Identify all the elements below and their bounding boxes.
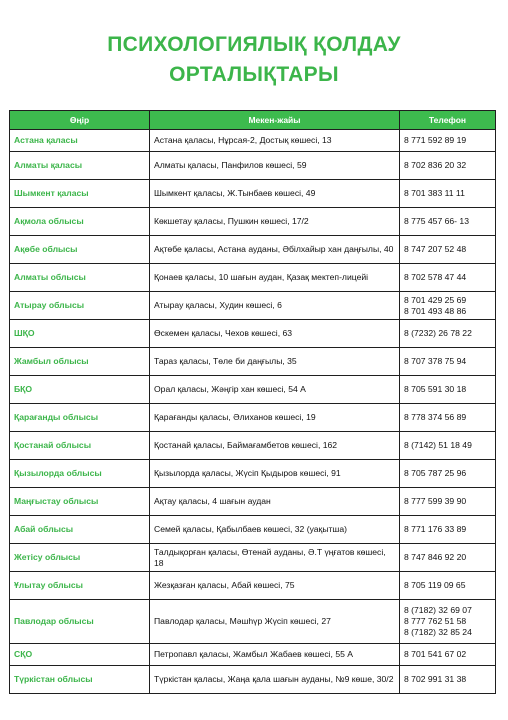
address-cell: Қостанай қаласы, Баймағамбетов көшесі, 162 [150,432,400,460]
region-cell: Шымкент қаласы [10,180,150,208]
region-cell: Маңғыстау облысы [10,488,150,516]
phone-cell: 8 775 457 66- 13 [400,208,496,236]
address-cell: Алматы қаласы, Панфилов көшесі, 59 [150,152,400,180]
region-cell: Атырау облысы [10,292,150,320]
table-row [10,130,496,152]
table-row [10,208,496,236]
address-cell: Түркістан қаласы, Жаңа қала шағын ауданы, №9 көше, 30/2 [150,666,400,694]
address-cell: Ақтау қаласы, 4 шағын аудан [150,488,400,516]
region-cell: Қарағанды облысы [10,404,150,432]
table-row [10,544,496,572]
address-cell: Семей қаласы, Қабылбаев көшесі, 32 (уақытша) [150,516,400,544]
table-row [10,348,496,376]
phone-cell: 8 747 846 92 20 [400,544,496,572]
header-region: Өңір [10,111,150,130]
table-row [10,572,496,600]
address-cell: Талдықорған қаласы, Өтенай ауданы, Ә.Т үңғатов көшесі, 18 [150,544,400,572]
address-cell: Шымкент қаласы, Ж.Тынбаев көшесі, 49 [150,180,400,208]
phone-cell: 8 778 374 56 89 [400,404,496,432]
table-row [10,516,496,544]
table-row [10,404,496,432]
phone-cell: 8 771 176 33 89 [400,516,496,544]
table-row [10,600,496,644]
region-cell: Қостанай облысы [10,432,150,460]
address-cell: Көкшетау қаласы, Пушкин көшесі, 17/2 [150,208,400,236]
table-row [10,180,496,208]
table-row [10,488,496,516]
phone-cell: 8 771 592 89 19 [400,130,496,152]
phone-cell: 8 702 991 31 38 [400,666,496,694]
region-cell: ШҚО [10,320,150,348]
region-cell: Түркістан облысы [10,666,150,694]
region-cell: Алматы облысы [10,264,150,292]
region-cell: Астана қаласы [10,130,150,152]
address-cell: Қонаев қаласы, 10 шағын аудан, Қазақ мектеп-лицейі [150,264,400,292]
phone-cell: 8 701 383 11 11 [400,180,496,208]
address-cell: Өскемен қаласы, Чехов көшесі, 63 [150,320,400,348]
phone-cell: 8 701 541 67 02 [400,644,496,666]
phone-cell: 8 705 119 09 65 [400,572,496,600]
page-title-line-1: ПСИХОЛОГИЯЛЫҚ ҚОЛДАУ [107,33,401,56]
phone-cell: 8 701 429 25 69 8 701 493 48 86 [400,292,496,320]
region-cell: Жамбыл облысы [10,348,150,376]
region-cell: БҚО [10,376,150,404]
address-cell: Қарағанды қаласы, Әлиханов көшесі, 19 [150,404,400,432]
phone-cell: 8 777 599 39 90 [400,488,496,516]
address-cell: Атырау қаласы, Худин көшесі, 6 [150,292,400,320]
page-title-line-2: ОРТАЛЫҚТАРЫ [169,63,339,86]
phone-cell: 8 707 378 75 94 [400,348,496,376]
table-row [10,432,496,460]
region-cell: Павлодар облысы [10,600,150,644]
address-cell: Павлодар қаласы, Мәшһүр Жүсіп көшесі, 27 [150,600,400,644]
table-header-row [10,111,496,130]
address-cell: Қызылорда қаласы, Жүсіп Қыдыров көшесі, 91 [150,460,400,488]
phone-cell: 8 702 836 20 32 [400,152,496,180]
address-cell: Астана қаласы, Нұрсая-2, Достық көшесі, 13 [150,130,400,152]
phone-cell: 8 (7182) 32 69 07 8 777 762 51 58 8 (7182) 32 85 24 [400,600,496,644]
phone-cell: 8 747 207 52 48 [400,236,496,264]
region-cell: Қызылорда облысы [10,460,150,488]
region-cell: Жетісу облысы [10,544,150,572]
region-cell: СҚО [10,644,150,666]
page-title [0,30,508,90]
table-row [10,644,496,666]
phone-cell: 8 (7232) 26 78 22 [400,320,496,348]
table-row [10,264,496,292]
region-cell: Ақмола облысы [10,208,150,236]
address-cell: Петропавл қаласы, Жамбыл Жабаев көшесі, 55 А [150,644,400,666]
table-row [10,376,496,404]
table-row [10,292,496,320]
address-cell: Тараз қаласы, Төле би даңғылы, 35 [150,348,400,376]
address-cell: Жезқазған қаласы, Абай көшесі, 75 [150,572,400,600]
region-cell: Алматы қаласы [10,152,150,180]
table-row [10,666,496,694]
header-phone: Телефон [400,111,496,130]
region-cell: Ұлытау облысы [10,572,150,600]
address-cell: Орал қаласы, Жәңгір хан көшесі, 54 А [150,376,400,404]
table-row [10,236,496,264]
phone-cell: 8 705 787 25 96 [400,460,496,488]
address-cell: Ақтөбе қаласы, Астана ауданы, Әбілхайыр хан даңғылы, 40 [150,236,400,264]
region-cell: Абай облысы [10,516,150,544]
phone-cell: 8 702 578 47 44 [400,264,496,292]
centers-table [9,110,496,694]
header-address: Мекен-жайы [150,111,400,130]
table-row [10,152,496,180]
phone-cell: 8 705 591 30 18 [400,376,496,404]
table-row [10,320,496,348]
region-cell: Ақөбе облысы [10,236,150,264]
phone-cell: 8 (7142) 51 18 49 [400,432,496,460]
table-row [10,460,496,488]
